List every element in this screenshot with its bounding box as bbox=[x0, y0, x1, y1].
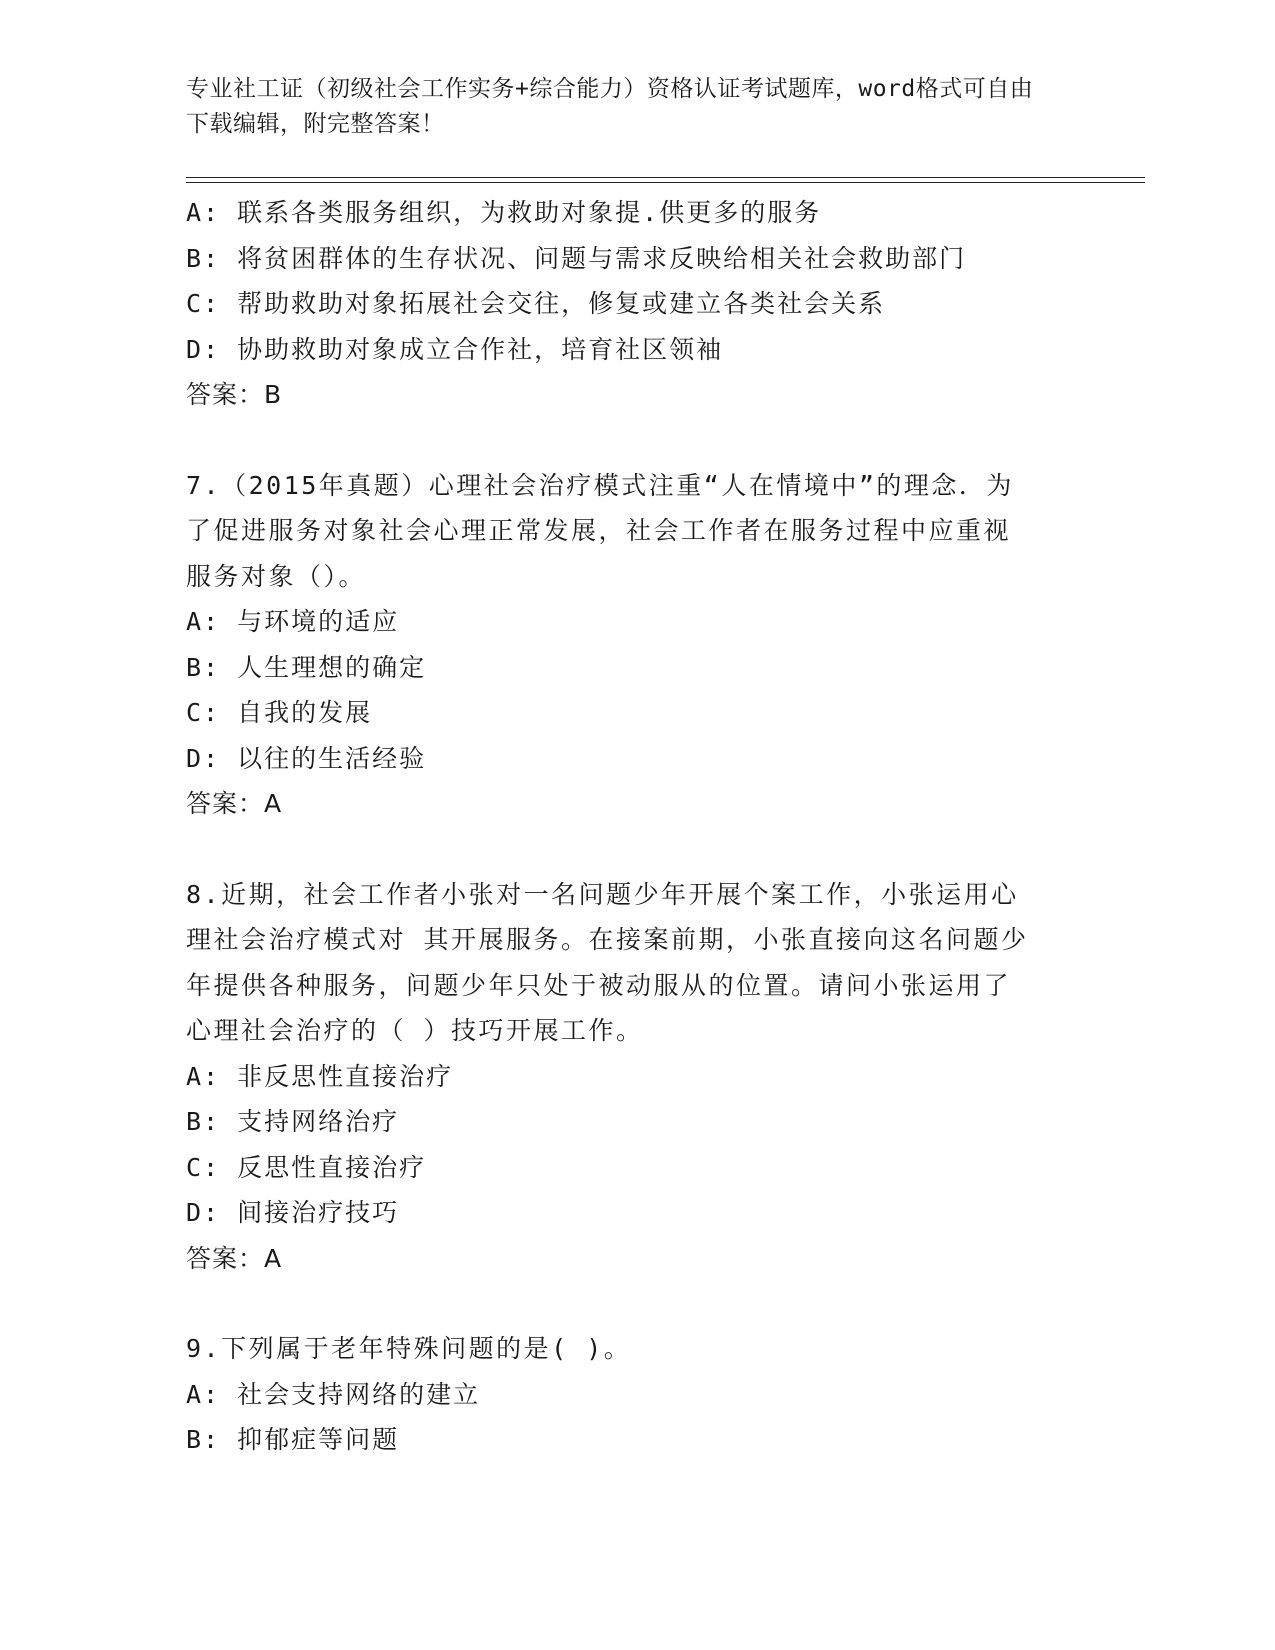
option-d: D: 间接治疗技巧 bbox=[186, 1198, 400, 1227]
question-text-line: 理社会治疗模式对 其开展服务。在接案前期，小张直接向这名问题少 bbox=[186, 925, 1029, 954]
header-divider-top bbox=[186, 177, 1145, 178]
option-a: A: 与环境的适应 bbox=[186, 607, 400, 636]
question-text-line: 7.（2015年真题）心理社会治疗模式注重“人在情境中”的理念．为 bbox=[186, 470, 1014, 500]
question-text-line: 心理社会治疗的（ ）技巧开展工作。 bbox=[186, 1016, 644, 1045]
option-d: D: 协助救助对象成立合作社，培育社区领袖 bbox=[186, 334, 724, 364]
question-text-line: 年提供各种服务，问题少年只处于被动服从的位置。请问小张运用了 bbox=[186, 970, 1012, 1000]
option-b: B: 将贫困群体的生存状况、问题与需求反映给相关社会救助部门 bbox=[186, 243, 967, 273]
header-line-2: 下载编辑，附完整答案！ bbox=[186, 111, 445, 137]
header-divider-bottom bbox=[186, 182, 1145, 183]
option-c: C: 帮助救助对象拓展社会交往，修复或建立各类社会关系 bbox=[186, 289, 886, 318]
header-line-1: 专业社工证（初级社会工作实务+综合能力）资格认证考试题库，word格式可自由 bbox=[186, 76, 1034, 102]
question-text-line: 9.下列属于老年特殊问题的是( )。 bbox=[186, 1334, 632, 1363]
question-text-line: 服务对象（）。 bbox=[186, 561, 367, 591]
question-8 bbox=[186, 872, 1086, 1282]
option-c: C: 自我的发展 bbox=[186, 698, 373, 727]
question-6 bbox=[186, 190, 1086, 418]
option-c: C: 反思性直接治疗 bbox=[186, 1152, 427, 1182]
document-header bbox=[186, 72, 1086, 142]
question-7 bbox=[186, 463, 1086, 827]
option-a: A: 非反思性直接治疗 bbox=[186, 1061, 454, 1091]
option-b: B: 人生理想的确定 bbox=[186, 652, 427, 682]
question-list bbox=[186, 190, 1086, 1463]
option-b: B: 抑郁症等问题 bbox=[186, 1425, 400, 1454]
question-9 bbox=[186, 1326, 1086, 1463]
option-a: A: 社会支持网络的建立 bbox=[186, 1379, 481, 1409]
option-d: D: 以往的生活经验 bbox=[186, 743, 427, 773]
option-b: B: 支持网络治疗 bbox=[186, 1107, 400, 1136]
answer-label: 答案：A bbox=[186, 789, 283, 818]
answer-label: 答案：B bbox=[186, 380, 283, 409]
option-a: A: 联系各类服务组织，为救助对象提.供更多的服务 bbox=[186, 198, 822, 227]
question-text-line: 8.近期，社会工作者小张对一名问题少年开展个案工作，小张运用心 bbox=[186, 879, 1019, 909]
question-text-line: 了促进服务对象社会心理正常发展，社会工作者在服务过程中应重视 bbox=[186, 516, 1012, 545]
answer-label: 答案：A bbox=[186, 1243, 283, 1273]
